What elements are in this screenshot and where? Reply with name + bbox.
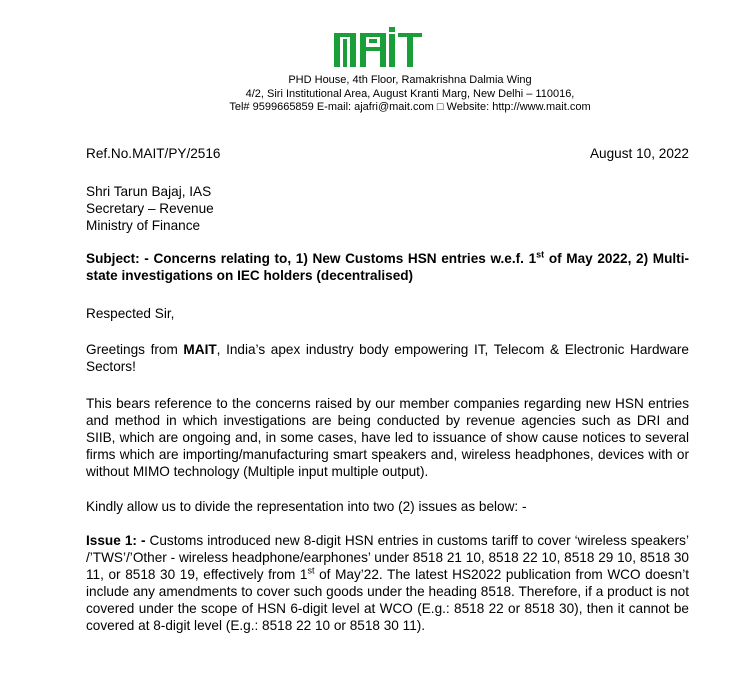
contact-tel-email: Tel# 9599665859 E-mail: ajafri@mait.com — [229, 101, 434, 113]
contact-website: Website: http://www.mait.com — [446, 101, 591, 113]
addressee-title: Secretary – Revenue — [86, 201, 214, 216]
address-line-1: PHD House, 4th Floor, Ramakrishna Dalmia Wing — [288, 74, 532, 86]
greeting-org-name: MAIT — [183, 342, 217, 357]
issue-1-paragraph — [86, 532, 689, 634]
body-paragraph-1: This bears reference to the concerns raised by our member companies regarding new HSN entries and method in which investigations are being conducted by revenue agencies such as DRI and SIIB, which are ongoing and, in some cases, have led to issuance of show cause notices to several firms which are importing/manufacturing smart speakers and, wireless headphones, devices with or without MIMO technology (Multiple input multiple output). — [86, 396, 689, 479]
body-paragraph-2: Kindly allow us to divide the representation into two (2) issues as below: - — [86, 499, 527, 514]
address-line-2: 4/2, Siri Institutional Area, August Kranti Marg, New Delhi – 110016, — [245, 87, 575, 100]
greeting-text-1: Greetings from — [86, 342, 184, 357]
subject-text-2: of May 2022, 2) Multi-state investigations on IEC holders (decentralised) — [86, 251, 690, 283]
subject-superscript: st — [536, 249, 545, 260]
issue-1-superscript: st — [307, 565, 315, 576]
issue-1-text-1: Customs introduced new 8-digit HSN entries in customs tariff to cover ‘wireless speakers’ /’TWS’/’Other - wireless headphone/earphones’ under 8518 21 10, 8518 22 10, 8518 29 10, 8518 30 11, or 8518 30 19, effectively from 1 — [86, 533, 689, 582]
letterhead-address — [120, 74, 700, 115]
salutation: Respected Sir, — [86, 306, 175, 321]
subject-text-1: Subject: - Concerns relating to, 1) New Customs HSN entries w.e.f. 1 — [86, 251, 537, 266]
addressee-name: Shri Tarun Bajaj, IAS — [86, 184, 212, 199]
contact-line — [120, 101, 700, 115]
issue-1-text-2: of May’22. The latest HS2022 publication from WCO doesn’t include any amendments to cover such goods under the heading 8518. Therefore, if a product is not covered under the scope of HSN 6-digit level at WCO (E.g.: 8518 22 or 8518 30), then it cannot be covered at 8-digit level (E.g.: 8518 22 10 or 8518 30 11). — [86, 567, 689, 633]
mait-logo — [334, 27, 422, 69]
addressee-ministry: Ministry of Finance — [86, 218, 201, 233]
reference-number: Ref.No.MAIT/PY/2516 — [86, 146, 221, 161]
subject-line — [86, 250, 689, 284]
separator-glyph: □ — [436, 101, 444, 113]
greeting-text-2: , India’s apex industry body empowering IT, Telecom & Electronic Hardware Sectors! — [86, 342, 689, 374]
greeting-paragraph — [86, 341, 689, 375]
issue-1-label: Issue 1: - — [86, 533, 146, 548]
letter-date: August 10, 2022 — [589, 146, 689, 161]
addressee-block — [86, 183, 214, 234]
